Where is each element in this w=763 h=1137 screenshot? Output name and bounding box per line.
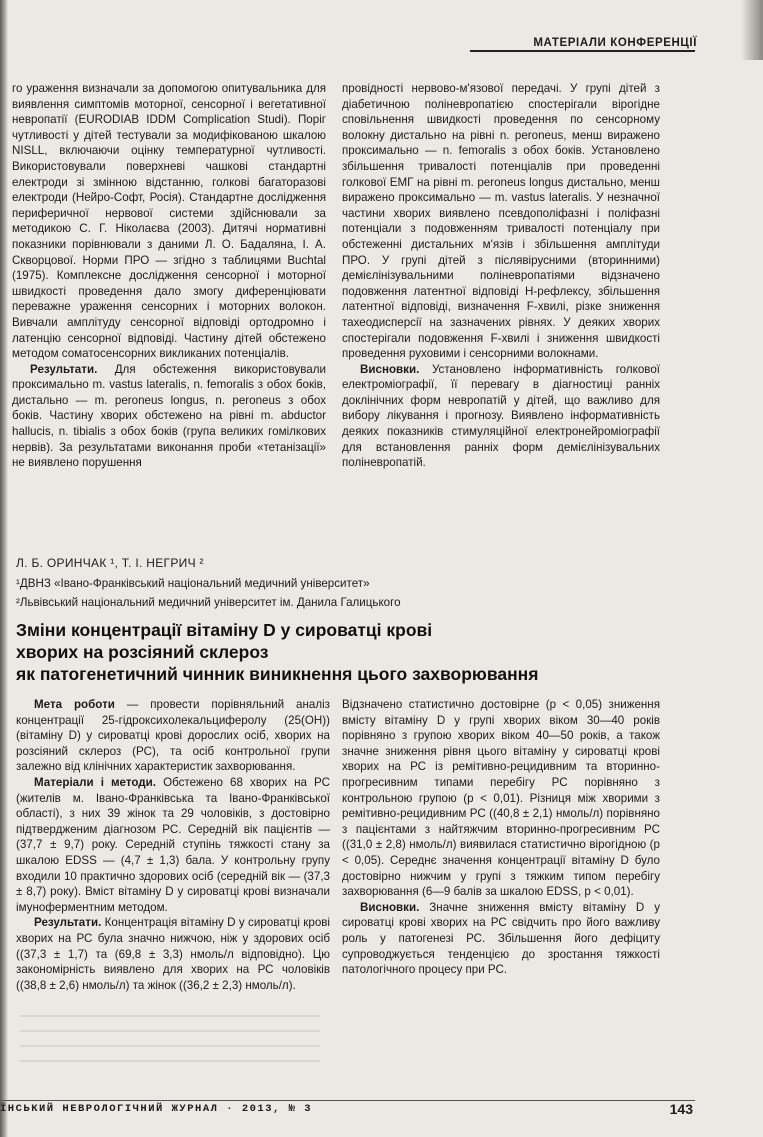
paragraph-lead: Мета роботи — [34, 698, 115, 711]
paragraph-text: Обстежено 68 хворих на РС (жителів м. Івано-Франківська та Івано-Франківської області), з них 39 жінок та 29 чоловіків, з достовірно підтвердженим діагнозом РС. Середній вік пацієнтів — (37,7 ± 9,7) року. Середній ступінь тяжкості стану за шкалою EDSS — (4,7 ± 1,3) бала. У контрольну групу входили 10 практично здорових осіб (середній вік — (37,3 ± 8,7) року). Вміст вітаміну D у сироватці крові визначали імуноферментним методом. — [16, 775, 330, 914]
paragraph — [342, 697, 660, 900]
paragraph-text: Для обстеження використовували проксимально m. vastus lateralis, n. femoralis з обох боків, дистально — m. peroneus longus, n. peroneus з обох боків. Частину хворих обстежено на рівні m. abductor hallucis, n. tibialis з обох боків (група великих гомілкових нервів). За результатами виконання проби «тетанізації» не виявлено порушення — [12, 362, 326, 470]
article1-left-column — [12, 81, 326, 471]
affiliation-2: ²Львівський національний медичний університет ім. Данила Галицького — [16, 596, 401, 609]
article-title — [16, 619, 616, 685]
paragraph — [16, 697, 330, 775]
title-line: Зміни концентрації вітаміну D у сироватці крові — [16, 620, 433, 640]
paragraph-lead: Результати. — [34, 916, 102, 930]
paragraph — [342, 362, 660, 471]
header-rule — [470, 50, 695, 52]
paragraph-text: провідності нервово-м'язової передачі. У групі дітей з діабетичною поліневропатією спостерігали вірогідне сповільнення швидкості проведення по сенсорному волокну дистально на рівні n. peroneus, менш виражено проксимально — n. femoralis з обох боків. Установлено збільшення тривалості потенціалів при проведенні голкової ЕМГ на рівні m. peroneus longus дистально, менш виражено проксимально — m. vastus lateralis. У незначної частини хворих виявлено псевдополіфазні і поліфазні потенціали з подовженням тривалості потенціалу при обстеженні дистальних м'язів і збільшення амплітуди ПРО. У групі дітей з післявірусними (вторинними) демієлінізувальними поліневропатіями відзначено подовження латентної відповіді Н-рефлексу, збільшення латентної відповіді, визначення F-хвилі, різке зниження тахеодисперсії на зазначених рівнях. У деяких хворих спостерігали подовження F-хвилі і зниження швидкості проведення руховими і сенсорними волокнами. — [342, 82, 660, 361]
paragraph-text: го ураження визначали за допомогою опитувальника для виявлення симптомів моторної, сенсорної і вегетативної невропатії (EURODIAB IDDM Complication Studi). Поріг чутливості у дітей тестували за модифікованою шкалою NISLL, включаючи оцінку температурної чутливості. Використовували поверхневі чашкові стандартні електроди зі змінною відстанню, голкові багаторазові електроди (Нейро-Софт, Росія). Стандартне дослідження периферичної нервової системи здійснювали за методикою С. Г. Ніколаєва (2003). Дитячі нормативні показники порівнювали з даними Л. О. Бадаляна, І. А. Скворцової. Норми ПРО — згідно з таблицями Buchtal (1975). Комплексне дослідження сенсорної і моторної швидкості проведення дало змогу диференціювати переважне ураження сенсорних і моторних волокон. Вивчали амплітуду сенсорної відповіді ортодромно і латенцію сенсорної відповіді. Частину дітей обстежено методом соматосенсорних викликаних потенціалів. — [12, 82, 326, 361]
footer-rule — [0, 1100, 695, 1101]
running-header: МАТЕРІАЛИ КОНФЕРЕНЦІЇ — [533, 37, 697, 49]
article-authors: Л. Б. ОРИНЧАК ¹, Т. І. НЕГРИЧ ² — [16, 556, 204, 570]
title-line: як патогенетичний чинник виникнення цього захворювання — [16, 664, 539, 684]
show-through-text — [20, 1015, 320, 1075]
article1-right-column — [342, 81, 660, 471]
paragraph-lead: Висновки. — [360, 362, 420, 376]
article2-left-column — [16, 697, 330, 993]
paragraph — [342, 81, 660, 362]
paragraph-text: Установлено інформативність голкової електроміографії, її перевагу в діагностиці ранніх доклінічних форм невропатій у дітей, що важливо для вибору лікування і прогнозу. Виявлено інформативність деяких показників стимуляційної електронейроміографії для встановлення ранніх форм демієлінізувальних поліневропатій. — [342, 362, 660, 470]
affiliation-1: ¹ДВНЗ «Івано-Франківський національний медичний університет» — [16, 577, 370, 590]
article2-right-column — [342, 697, 660, 978]
journal-footer: ЇНСЬКИЙ НЕВРОЛОГІЧНИЙ ЖУРНАЛ · 2013, № 3 — [0, 1103, 313, 1115]
paragraph-lead: Результати. — [30, 362, 98, 376]
paragraph-text: — провести порівняльний аналіз концентрації 25-гідроксихолекальциферолу (25(OH)) (вітаміну D) у сироватці крові дорослих осіб, хворих на розсіяний склероз (РС), та осіб контрольної групи залежно від клінічних характеристик захворювання. — [16, 698, 330, 774]
page-number: 143 — [669, 1101, 693, 1117]
title-line: хворих на розсіяний склероз — [16, 642, 269, 662]
paragraph-lead: Висновки. — [360, 900, 420, 914]
paragraph-text: Значне зниження вмісту вітаміну D у сироватці крові хворих на РС свідчить про його важливу роль у патогенезі РС. Збільшення його дефіциту супроводжується тенденцією до зростання тяжкості патологічного процесу при РС. — [342, 900, 660, 977]
paragraph — [16, 775, 330, 915]
paragraph — [12, 362, 326, 471]
paragraph — [16, 915, 330, 993]
paragraph — [342, 900, 660, 978]
paragraph — [12, 81, 326, 362]
paragraph-lead: Матеріали і методи. — [34, 775, 157, 789]
page-spine-shadow — [0, 0, 8, 1137]
paragraph-text: Відзначено статистично достовірне (p < 0,05) зниження вмісту вітаміну D у групі хворих віком 30—40 років порівняно з групою хворих віком 40—50 років, а також значне зниження рівня цього вітаміну у сироватці крові хворих на РС із ремітивно-рецидивним та вторинно-прогресивним типами перебігу РС порівняно з контрольною групою (p < 0,01). Різниця між хворими з ремітивно-рецидивним РС ((40,8 ± 2,1) нмоль/л) порівняно з пацієнтами з найтяжчим вторинно-прогресивним РС ((31,0 ± 2,8) нмоль/л) виявилася статистично вірогідною (p < 0,05). Середнє значення концентрації вітаміну D було достовірно нижчим у групі з тяжким типом перебігу захворювання (6—9 балів за шкалою EDSS, p < 0,01). — [342, 698, 660, 899]
paragraph-text: Концентрація вітаміну D у сироватці крові хворих на РС була значно нижчою, ніж у здорових осіб ((37,3 ± 1,7) та (69,8 ± 3,3) нмоль/л відповідно). Цю закономірність виявлено для хворих на РС чоловіків ((38,8 ± 2,6) нмоль/л) та жінок ((36,2 ± 2,3) нмоль/л). — [16, 916, 330, 992]
page-corner-shadow — [741, 0, 763, 60]
